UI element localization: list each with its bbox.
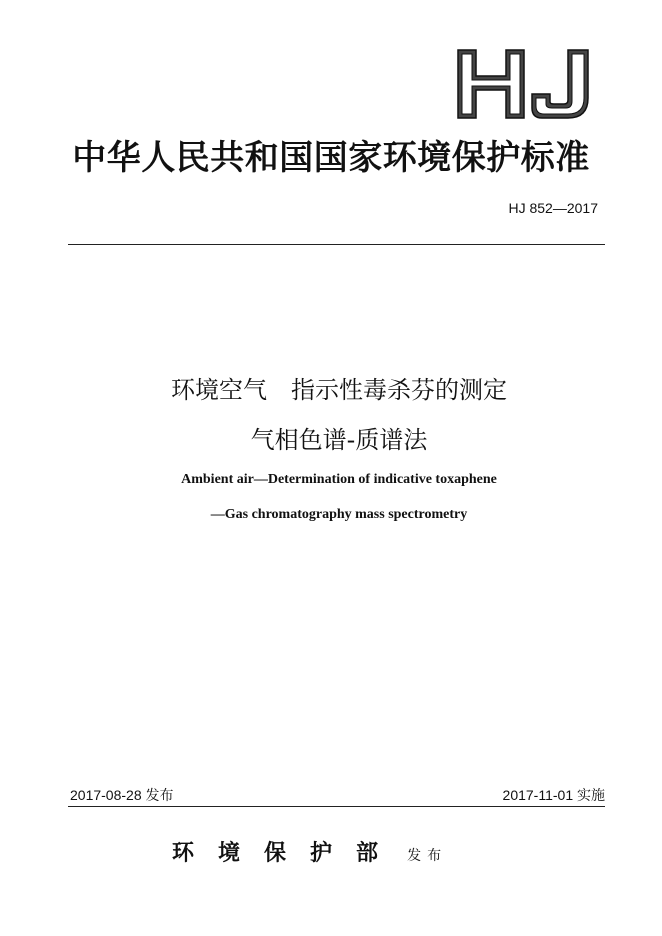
header-divider [68,244,605,245]
english-title-line-2: —Gas chromatography mass spectrometry [210,507,468,522]
english-title-line-1: Ambient air—Determination of indicative toxaphene [181,472,497,487]
standard-number: HJ 852—2017 [508,200,598,216]
hj-logo [454,46,594,122]
issuer [172,836,447,867]
hj-logo-letter-h [458,50,524,118]
organization-title: 中华人民共和国国家环境保护标准 [72,138,590,178]
issue-date: 2017-08-28 发布 [70,787,174,803]
issuer-name: 环境保护部 [172,840,403,866]
hj-logo-graphic [454,46,594,122]
chinese-title-line-1: 环境空气 指示性毒杀芬的测定 [171,376,507,404]
footer-divider [68,806,605,807]
implementation-date: 2017-11-01 实施 [502,787,605,803]
issuer-verb: 发布 [407,848,448,864]
hj-logo-letter-j [532,50,588,118]
chinese-title-line-2: 气相色谱-质谱法 [250,426,428,454]
